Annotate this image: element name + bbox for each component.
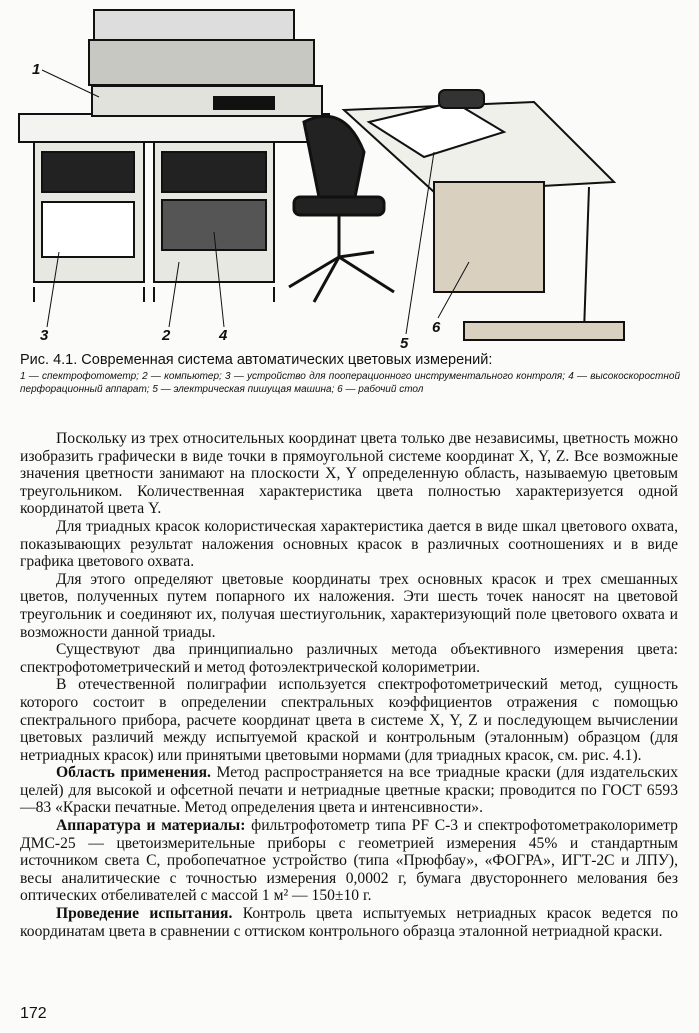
section-heading: Проведение испытания. <box>56 905 233 923</box>
callout-4: 4 <box>219 327 228 344</box>
paragraph: Область применения. Метод распространяется на все триадные краски (для издательских целей) для высокой и офсетной печати и нетриадные цветные краски; проводится по ГОСТ 6593—83 «Краски печатные. Метод определения цвета и интенсивности». <box>20 764 678 817</box>
figure-caption <box>20 352 680 396</box>
workstation-drawing <box>14 2 674 352</box>
paragraph: В отечественной полиграфии используется спектрофотометрический метод, сущность которого состоит в определении спектральных коэффициентов отражения с помощью спектрального прибора, расчете координат цвета в системе X, Y, Z и последующем вычислении цветовых различий между испытуемой краской и контрольным (эталонным) образцом (для нетриадных красок) или принятыми цветовыми нормами (для триадных красок, см. рис. 4.1). <box>20 676 678 764</box>
callout-3: 3 <box>40 327 49 344</box>
body-text <box>20 430 678 940</box>
caption-title: Рис. 4.1. Современная система автоматических цветовых измерений: <box>20 352 493 368</box>
callout-1: 1 <box>32 61 41 78</box>
callout-6: 6 <box>432 319 441 336</box>
paragraph: Поскольку из трех относительных координат цвета только две независимы, цветность можно изобразить графически в виде точки в прямоугольной системе координат X, Y, Z. Все возможные значения цветности занимают на плоскости X, Y определенную область, называемую цветовым треугольником. Количественная характеристика цвета полностью характеризуется одной координатой цвета Y. <box>20 430 678 518</box>
page-number: 172 <box>20 1005 47 1022</box>
paragraph: Существуют два принципиально различных метода объективного измерения цвета: спектрофотометрический и метод фотоэлектрической колориметрии. <box>20 641 678 676</box>
cabinet-unit <box>19 114 329 302</box>
paragraph: Для триадных красок колористическая характеристика дается в виде шкал цветового охвата, показывающих результат наложения основных красок в различных соотношениях и в виде графика цветового охвата. <box>20 517 678 571</box>
equipment-illustration <box>14 2 674 352</box>
office-chair <box>289 116 394 302</box>
section-heading: Область применения. <box>56 764 211 782</box>
section-heading: Аппаратура и материалы: <box>56 817 246 835</box>
paragraph: Аппаратура и материалы: фильтрофотометр типа PF C-3 и спектрофотометраколориметр ДМС-25 — цветоизмерительные приборы с геометрией измерения 45% и стандартным источником света С, пробопечатное устройство (типа «Прюфбау», «ФОГРА», ИГТ-2С и ЛПУ), весы аналитические с точностью измерения 0,0002 г, бумага двустороннего мелования без оптических отбеливателей с массой 1 м² — 150±10 г. <box>20 817 678 905</box>
paragraph: Для этого определяют цветовые координаты трех основных красок и трех смешанных цветов, полученных путем попарного их наложения. Эти шесть точек наносят на цветовой треугольник и соединяют их, получая шестиугольник, характеризующий поле цветового охвата и возможности данной триады. <box>20 570 678 641</box>
callout-5: 5 <box>400 335 409 352</box>
caption-legend: 1 — спектрофотометр; 2 — компьютер; 3 — устройство для пооперационного инструментального контроля; 4 — высокоскоростной перфорационный аппарат; 5 — электрическая пишущая машина; 6 — рабочий стол <box>20 371 680 395</box>
paragraph: Проведение испытания. Контроль цвета испытуемых нетриадных красок ведется по координатам цвета в сравнении с оттиском контрольного образца эталонной нетриадной краски. <box>20 905 679 940</box>
spectrophotometer <box>89 10 322 116</box>
callout-2: 2 <box>162 327 171 344</box>
